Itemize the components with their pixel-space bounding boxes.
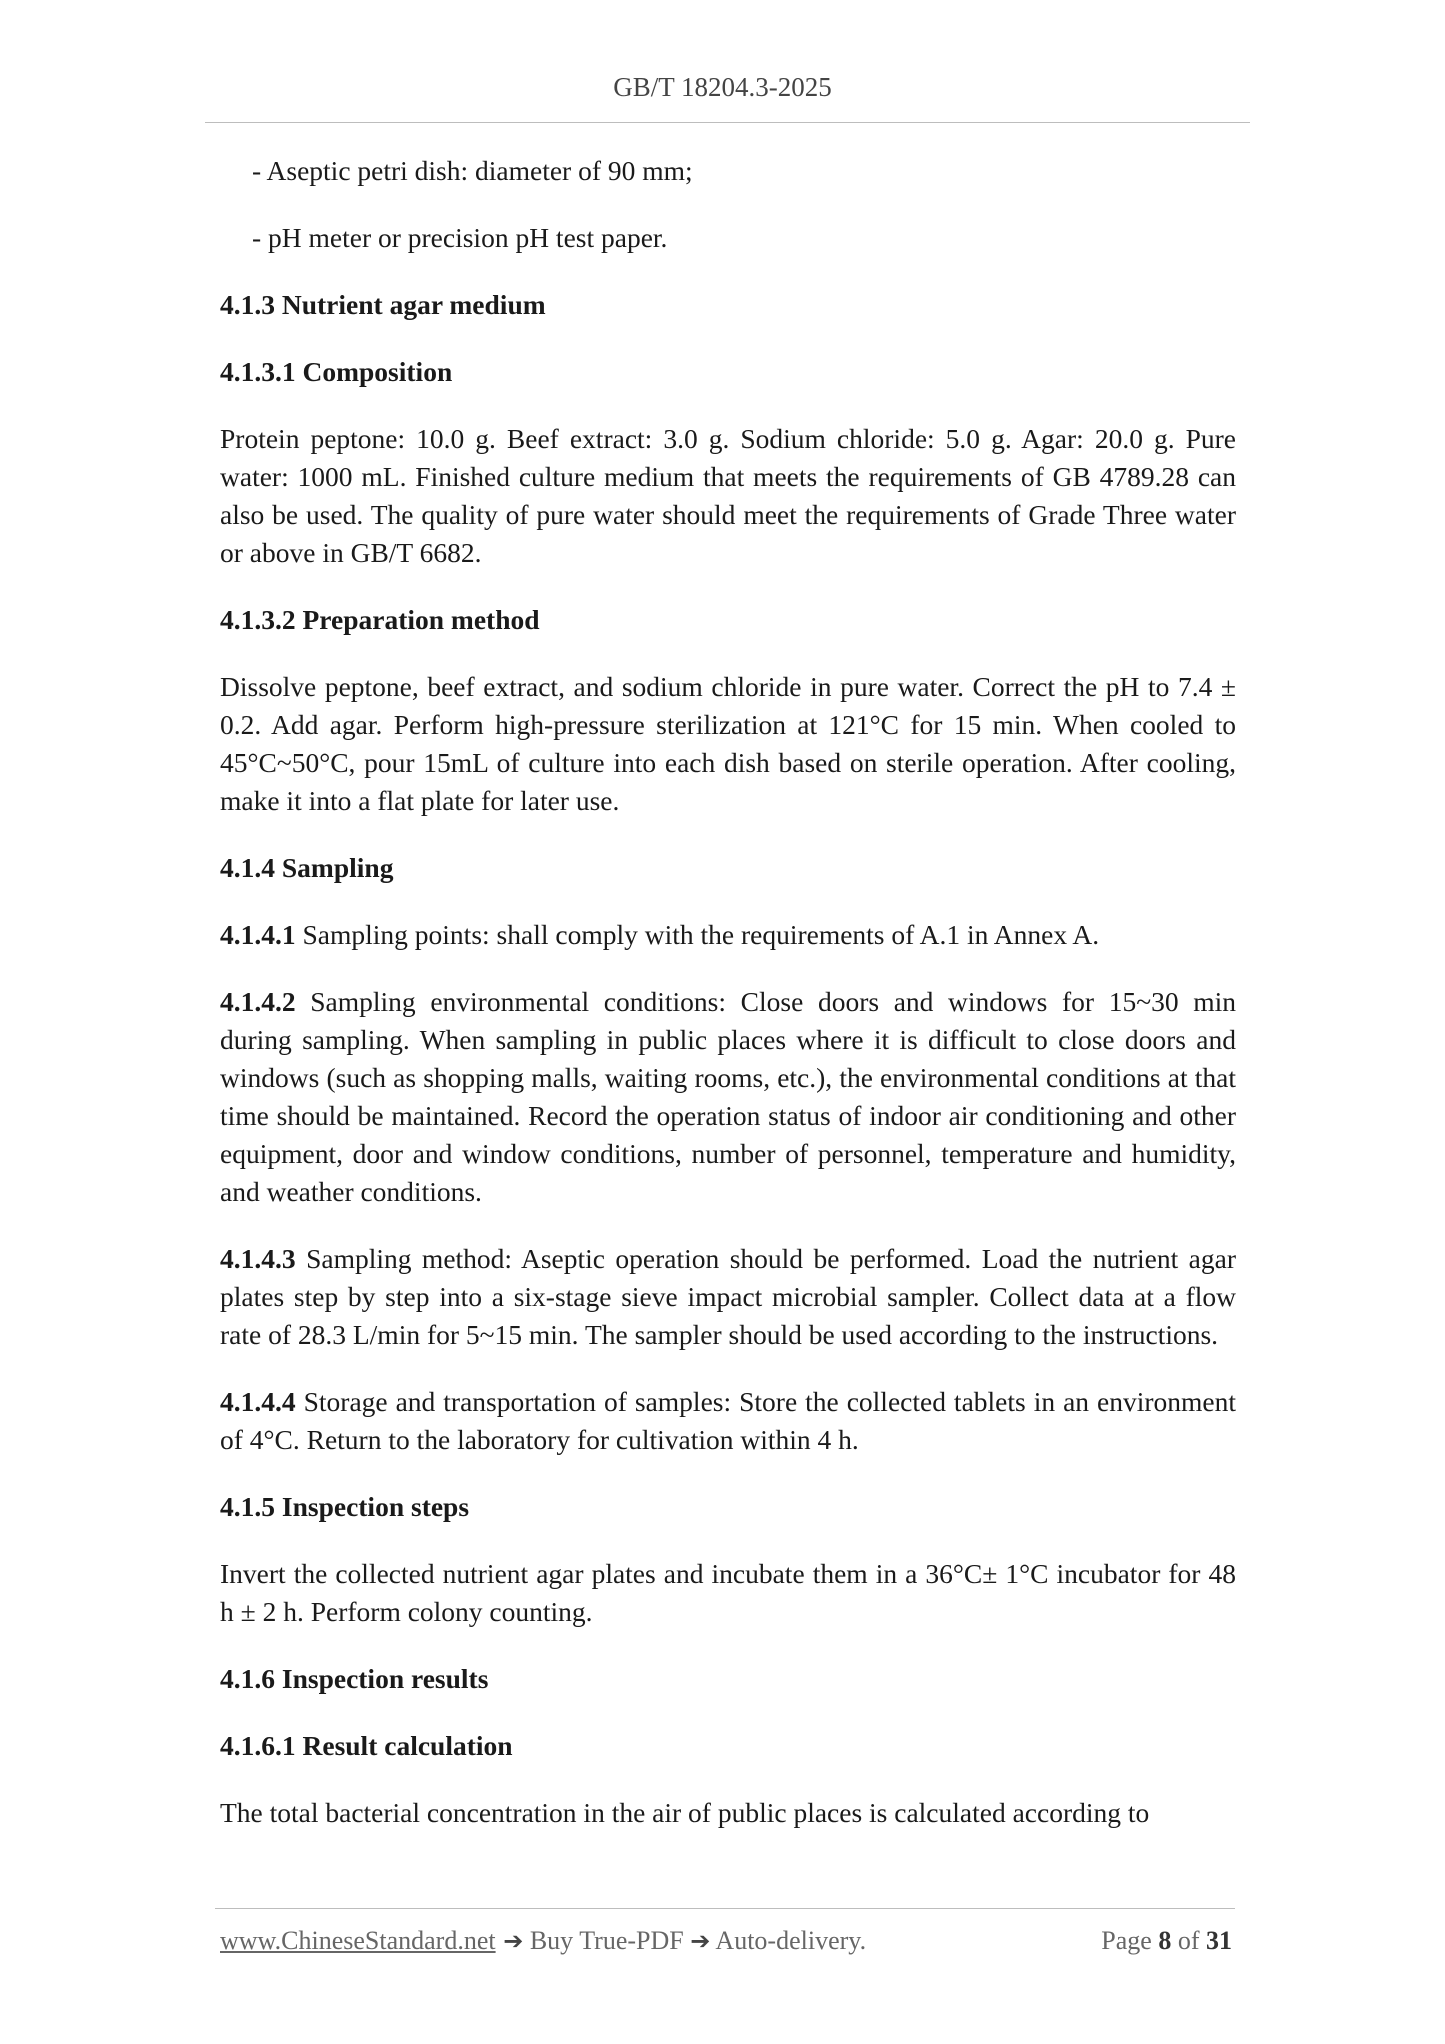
clause-4-1-4-4 (220, 1383, 1236, 1459)
arrow-right-icon: ➔ (495, 1927, 524, 1955)
clause-4-1-4-3 (220, 1240, 1236, 1354)
section-heading-4-1-6: 4.1.6 Inspection results (220, 1663, 489, 1694)
paragraph-result-calculation: The total bacterial concentration in the air of public places is calculated according to (220, 1797, 1150, 1828)
section-heading-4-1-3: 4.1.3 Nutrient agar medium (220, 289, 546, 320)
section-heading-4-1-3-2: 4.1.3.2 Preparation method (220, 604, 540, 635)
clause-text: Sampling environmental conditions: Close doors and windows for 15~30 min during sampling. When sampling in public places where it is difficult to close doors and windows (such as shopping malls, waiting rooms, etc.), the environmental conditions at that time should be maintained. Record the operation status of indoor air conditioning and other equipment, door and window conditions, number of personnel, temperature and humidity, and weather conditions. (220, 986, 1236, 1207)
section-heading-4-1-4: 4.1.4 Sampling (220, 852, 394, 883)
list-item-petri-dish: - Aseptic petri dish: diameter of 90 mm; (252, 155, 693, 186)
section-heading-4-1-3-1: 4.1.3.1 Composition (220, 356, 453, 387)
footer-promo (220, 1926, 866, 1956)
arrow-right-icon: ➔ (690, 1927, 711, 1955)
footer-divider (215, 1908, 1235, 1909)
document-header-code: GB/T 18204.3-2025 (613, 72, 832, 102)
page-indicator (1101, 1926, 1232, 1956)
site-link[interactable]: www.ChineseStandard.net (220, 1926, 496, 1955)
clause-number: 4.1.4.1 (220, 919, 296, 950)
clause-4-1-4-1 (220, 916, 1236, 954)
clause-4-1-4-2 (220, 983, 1236, 1211)
of-label: of (1177, 1926, 1200, 1955)
page-current: 8 (1158, 1926, 1172, 1955)
clause-text: Storage and transportation of samples: Store the collected tablets in an environment of 4°C. Return to the laboratory for cultivation within 4 h. (220, 1386, 1236, 1455)
paragraph-composition: Protein peptone: 10.0 g. Beef extract: 3.0 g. Sodium chloride: 5.0 g. Agar: 20.0 g. Pure water: 1000 mL. Finished culture medium that meets the requirements of GB 4789.28 can also be used. The quality of pure water should meet the requirements of Grade Three water or above in GB/T 6682. (220, 423, 1236, 568)
section-heading-4-1-5: 4.1.5 Inspection steps (220, 1491, 470, 1522)
buy-text: Buy True-PDF (523, 1926, 691, 1955)
section-heading-4-1-6-1: 4.1.6.1 Result calculation (220, 1730, 513, 1761)
clause-text: Sampling points: shall comply with the requirements of A.1 in Annex A. (295, 919, 1100, 950)
clause-number: 4.1.4.2 (220, 986, 296, 1017)
paragraph-preparation: Dissolve peptone, beef extract, and sodium chloride in pure water. Correct the pH to 7.4 ± 0.2. Add agar. Perform high-pressure sterilization at 121°C for 15 min. When cooled to 45°C~50°C, pour 15mL of culture into each dish based on sterile operation. After cooling, make it into a flat plate for later use. (220, 671, 1236, 816)
clause-number: 4.1.4.4 (220, 1386, 296, 1417)
header-divider (205, 122, 1250, 123)
delivery-text: Auto-delivery. (710, 1926, 867, 1955)
clause-text: Sampling method: Aseptic operation should be performed. Load the nutrient agar plates step by step into a six-stage sieve impact microbial sampler. Collect data at a flow rate of 28.3 L/min for 5~15 min. The sampler should be used according to the instructions. (220, 1243, 1236, 1350)
document-body (220, 152, 1236, 1861)
page-label: Page (1101, 1926, 1152, 1955)
paragraph-inspection-steps: Invert the collected nutrient agar plates and incubate them in a 36°C± 1°C incubator for 48 h ± 2 h. Perform colony counting. (220, 1558, 1236, 1627)
page-total: 31 (1206, 1926, 1232, 1955)
clause-number: 4.1.4.3 (220, 1243, 296, 1274)
list-item-ph-meter: - pH meter or precision pH test paper. (252, 222, 668, 253)
